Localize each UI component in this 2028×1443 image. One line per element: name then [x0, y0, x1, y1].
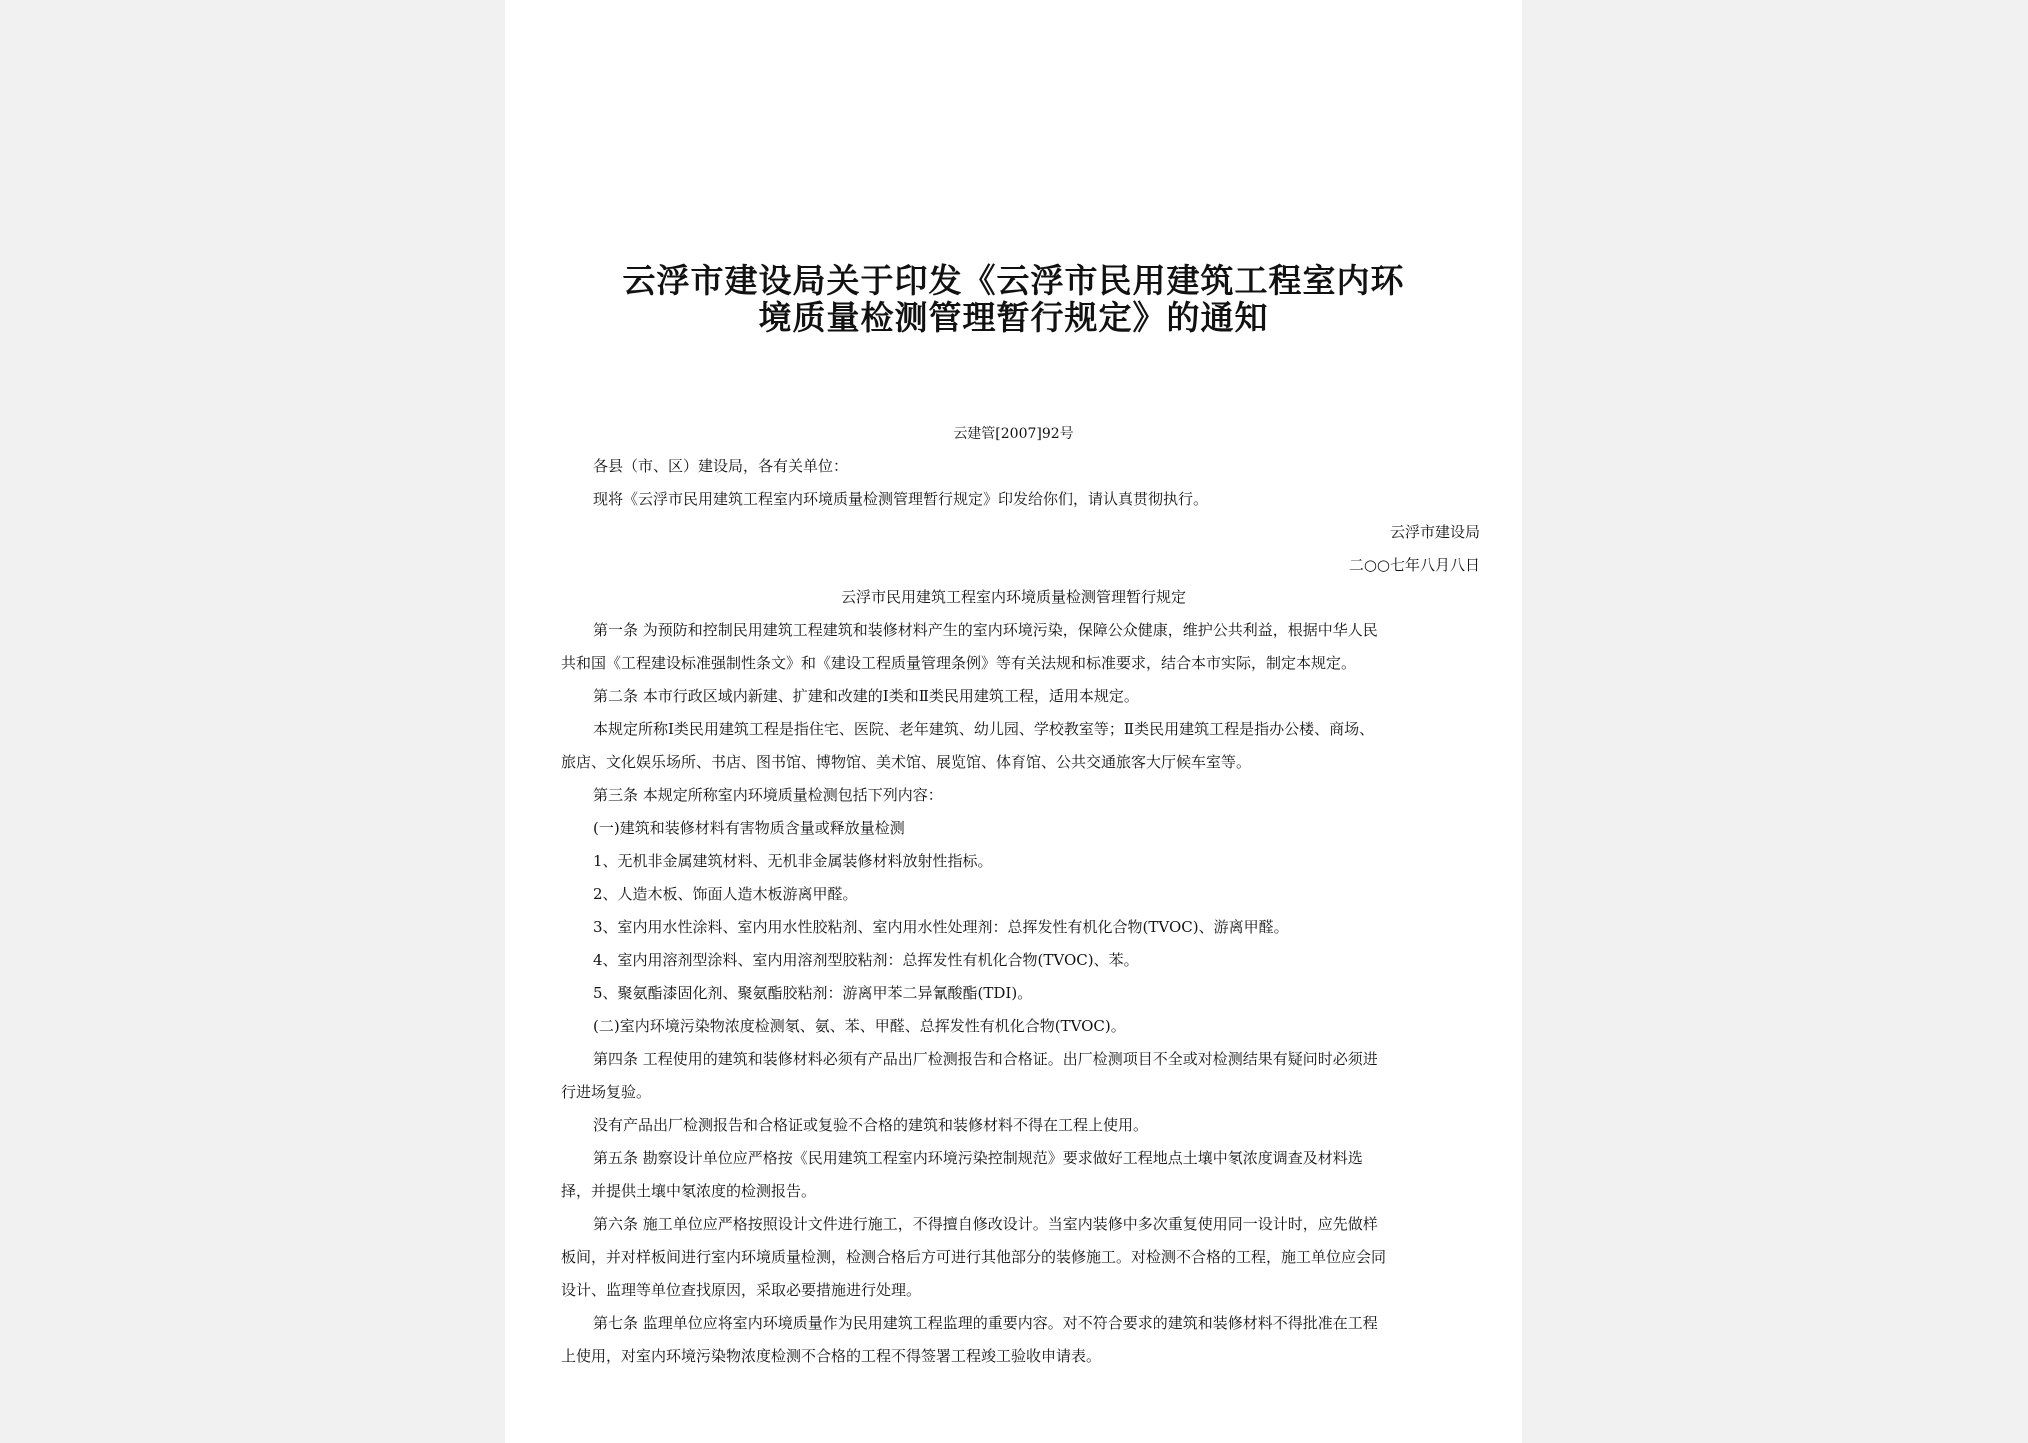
title-line-2: 境质量检测管理暂行规定》的通知: [758, 298, 1269, 337]
body-line: 行进场复验。: [561, 1083, 652, 1101]
title-line-1: 云浮市建设局关于印发《云浮市民用建筑工程室内环: [622, 261, 1405, 300]
body-line: 2、人造木板、饰面人造木板游离甲醛。: [593, 885, 858, 903]
body-line: 旅店、文化娱乐场所、书店、图书馆、博物馆、美术馆、展览馆、体育馆、公共交通旅客大厅候车室等。: [561, 753, 1252, 771]
issuer-signature: 云浮市建设局: [1389, 523, 1480, 541]
regulation-title: 云浮市民用建筑工程室内环境质量检测管理暂行规定: [840, 588, 1186, 606]
document-page: [505, 0, 1522, 1443]
body-line: 第五条 勘察设计单位应严格按《民用建筑工程室内环境污染控制规范》要求做好工程地点土壤中氡浓度调查及材料选: [593, 1149, 1363, 1167]
body-line: 4、室内用溶剂型涂料、室内用溶剂型胶粘剂：总挥发性有机化合物(TVOC)、苯。: [593, 951, 1139, 969]
body-line: 设计、监理等单位查找原因，采取必要措施进行处理。: [561, 1281, 922, 1299]
body-line: 择，并提供土壤中氡浓度的检测报告。: [561, 1182, 817, 1200]
document-title: [505, 262, 1522, 336]
intro-paragraph: 现将《云浮市民用建筑工程室内环境质量检测管理暂行规定》印发给你们，请认真贯彻执行。: [593, 490, 1209, 508]
issue-date: 二○○七年八月八日: [1348, 556, 1480, 574]
body-line: 共和国《工程建设标准强制性条文》和《建设工程质量管理条例》等有关法规和标准要求，结合本市实际，制定本规定。: [561, 654, 1357, 672]
body-line: 本规定所称I类民用建筑工程是指住宅、医院、老年建筑、幼儿园、学校教室等；Ⅱ类民用建筑工程是指办公楼、商场、: [593, 720, 1375, 738]
body-line: 第二条 本市行政区域内新建、扩建和改建的I类和Ⅱ类民用建筑工程，适用本规定。: [593, 687, 1139, 705]
body-line: (一)建筑和装修材料有害物质含量或释放量检测: [593, 819, 905, 837]
body-line: 没有产品出厂检测报告和合格证或复验不合格的建筑和装修材料不得在工程上使用。: [593, 1116, 1149, 1134]
body-line: 3、室内用水性涂料、室内用水性胶粘剂、室内用水性处理剂：总挥发性有机化合物(TVOC)、游离甲醛。: [593, 918, 1289, 936]
body-line: 第三条 本规定所称室内环境质量检测包括下列内容：: [593, 786, 943, 804]
body-line: 上使用，对室内环境污染物浓度检测不合格的工程不得签署工程竣工验收申请表。: [561, 1347, 1102, 1365]
body-line: 第六条 施工单位应严格按照设计文件进行施工，不得擅自修改设计。当室内装修中多次重复使用同一设计时，应先做样: [593, 1215, 1378, 1233]
body-line: 第七条 监理单位应将室内环境质量作为民用建筑工程监理的重要内容。对不符合要求的建筑和装修材料不得批准在工程: [593, 1314, 1378, 1332]
body-line: 板间，并对样板间进行室内环境质量检测，检测合格后方可进行其他部分的装修施工。对检测不合格的工程，施工单位应会同: [561, 1248, 1387, 1266]
body-line: 1、无机非金属建筑材料、无机非金属装修材料放射性指标。: [593, 852, 993, 870]
body-line: 5、聚氨酯漆固化剂、聚氨酯胶粘剂：游离甲苯二异氰酸酯(TDI)。: [593, 984, 1033, 1002]
body-line: 第四条 工程使用的建筑和装修材料必须有产品出厂检测报告和合格证。出厂检测项目不全或对检测结果有疑问时必须进: [593, 1050, 1378, 1068]
body-line: (二)室内环境污染物浓度检测氡、氨、苯、甲醛、总挥发性有机化合物(TVOC)。: [593, 1017, 1126, 1035]
document-number: 云建管[2007]92号: [953, 426, 1074, 442]
addressee: 各县（市、区）建设局，各有关单位：: [593, 457, 849, 475]
body-line: 第一条 为预防和控制民用建筑工程建筑和装修材料产生的室内环境污染，保障公众健康，维护公共利益，根据中华人民: [593, 621, 1378, 639]
